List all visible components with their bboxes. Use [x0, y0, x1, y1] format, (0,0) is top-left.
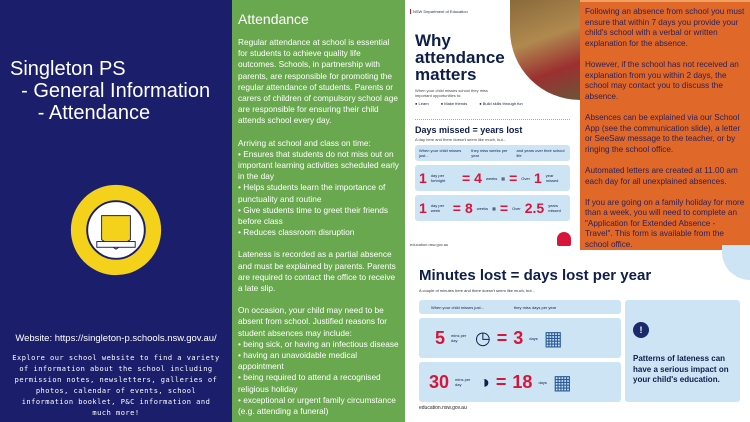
- label: days: [529, 335, 538, 341]
- attendance-paragraph: Arriving at school and class on time: • Ensures that students do not miss out on important learning activities scheduled early in the day • Helps students learn the importance of punctuality and routine • Give students time to greet their friends before class • Reduces classroom disruption: [238, 137, 399, 238]
- minutes-row: 5 mins per day ◷ = 3 days ▦: [419, 318, 621, 358]
- minutes-header: [419, 300, 621, 314]
- label: mins per day: [451, 333, 467, 343]
- value: 1: [419, 200, 427, 216]
- school-info-panel: [0, 0, 232, 422]
- attendance-panel: [232, 0, 405, 422]
- minutes-lost-infographic: [405, 255, 750, 422]
- students-photo: [510, 0, 580, 100]
- explore-text: Explore our school website to find a variety of information about the school including permission notes, newsletters, galleries of photos, calendar of events, school information booklet, P&C information and much more!: [12, 354, 220, 417]
- minutes-lost-sub: A couple of minutes here and there doesn't seem like much, but...: [419, 288, 535, 293]
- value: 30: [429, 371, 450, 392]
- label: days: [538, 379, 547, 385]
- absence-paragraph: If you are going on a family holiday for more than a week, you will need to complete an "Application for Extended Absence - Travel". This form is available from the school office.: [585, 197, 745, 250]
- calendar-icon: ▦: [492, 205, 496, 211]
- website-link[interactable]: Website: https://singleton-p.schools.nsw.gov.au/: [15, 333, 217, 344]
- infographic-footer: education.nsw.gov.au: [419, 405, 467, 411]
- attendance-paragraph: Regular attendance at school is essential for students to achieve quality life outcomes. Schools, in partnership with parents, are responsible for promoting the regular attendance of students. Parents or carers of children of compulsory school age are responsible for ensuring their child attends school every day.: [238, 37, 399, 126]
- school-logo: [68, 182, 164, 278]
- label: weeks: [485, 175, 498, 181]
- alert-icon: !: [633, 322, 649, 338]
- absence-info-panel: [580, 0, 750, 250]
- opp-learn: ● Learn: [415, 101, 429, 106]
- calendar-icon: ▦: [552, 371, 572, 394]
- clock-icon: ◑: [479, 371, 490, 392]
- label: day per week: [430, 203, 445, 213]
- calendar-icon: ▦: [501, 175, 506, 181]
- label: Over: [521, 175, 530, 181]
- header-cell: they miss days per year: [513, 305, 557, 310]
- poster-title: Why attendance matters: [415, 31, 505, 84]
- minutes-row: 30 mins per day ◑ = 18 days ▦: [419, 362, 621, 402]
- clock-icon: ◷: [475, 327, 491, 348]
- opp-skills: ● Build skills through fun: [479, 101, 523, 106]
- lateness-text: Patterns of lateness can have a serious impact on your child's education.: [633, 354, 729, 384]
- days-sub: A day here and there doesn't seem like much, but...: [415, 137, 507, 142]
- absence-paragraph: Absences can be explained via our School App (see the communication slide), a letter or SeeSaw message to the teacher, or by ringing the school office.: [585, 112, 741, 154]
- value: 8: [464, 200, 473, 216]
- opp-friends: ● Make friends: [440, 101, 468, 106]
- attendance-heading: Attendance: [238, 11, 309, 27]
- nsw-waratah-logo: [557, 232, 571, 246]
- header-cell: When your child misses just...: [431, 305, 484, 310]
- why-attendance-poster: [405, 0, 580, 250]
- label: day per fortnight: [430, 173, 446, 183]
- value: 4: [474, 170, 482, 186]
- minutes-lost-title: Minutes lost = days lost per year: [419, 267, 652, 284]
- opportunities: [415, 101, 523, 106]
- absence-paragraph: Automated letters are created at 11.00 am each day for all unexplained absences.: [585, 165, 738, 186]
- page-title: Singleton PS - General Information - Attendance: [10, 58, 211, 124]
- value: 3: [513, 327, 524, 348]
- label: year missed: [545, 173, 559, 183]
- attendance-paragraph: Lateness is recorded as a partial absence and must be explained by parents. Parents are required to contact the office to receive a late slip.: [238, 249, 396, 294]
- days-header: [415, 145, 570, 161]
- days-row: 1 day per fortnight = 4 weeks ▦ = Over 1 year missed: [415, 165, 570, 191]
- absence-paragraph: Following an absence from school you must ensure that within 7 days you provide your child's school with a verbal or written explanation for the absence.: [585, 7, 745, 48]
- value: 5: [435, 327, 446, 348]
- value: 2.5: [524, 200, 545, 216]
- decor-circle: [722, 245, 750, 280]
- lateness-callout: [625, 300, 740, 402]
- absence-paragraph: However, if the school has not received an explanation from you within 2 days, the school may contact you to discuss the absence.: [585, 59, 739, 101]
- label: mins per day: [455, 377, 471, 387]
- label: Over: [512, 205, 521, 211]
- header-cell: they miss weeks per year: [471, 148, 508, 158]
- days-missed-title: Days missed = years lost: [415, 125, 523, 135]
- attendance-paragraph: On occasion, your child may need to be absent from school. Justified reasons for student absences may include: • being sick, or having an infectious disease • having an unavoidable medical appointment • being required to attend a recognised religious holiday • exceptional or urgent family circumstance (e.g. attending a funeral): [238, 305, 399, 417]
- value: 1: [533, 170, 542, 186]
- label: weeks: [476, 205, 489, 211]
- header-cell: When your child misses just...: [419, 148, 462, 158]
- divider: [415, 119, 570, 120]
- poster-intro: When your child misses school they miss important opportunities to:: [415, 88, 488, 98]
- calendar-icon: ▦: [543, 327, 563, 350]
- value: 18: [512, 371, 533, 392]
- days-row: 1 day per week = 8 weeks ▦ = Over 2.5 years missed: [415, 195, 570, 221]
- poster-footer: education.nsw.gov.au: [410, 242, 449, 247]
- label: years missed: [548, 203, 561, 213]
- dept-label: NSW Department of Education: [410, 9, 468, 14]
- header-cell: and years over their school life: [516, 148, 565, 158]
- value: 1: [419, 170, 427, 186]
